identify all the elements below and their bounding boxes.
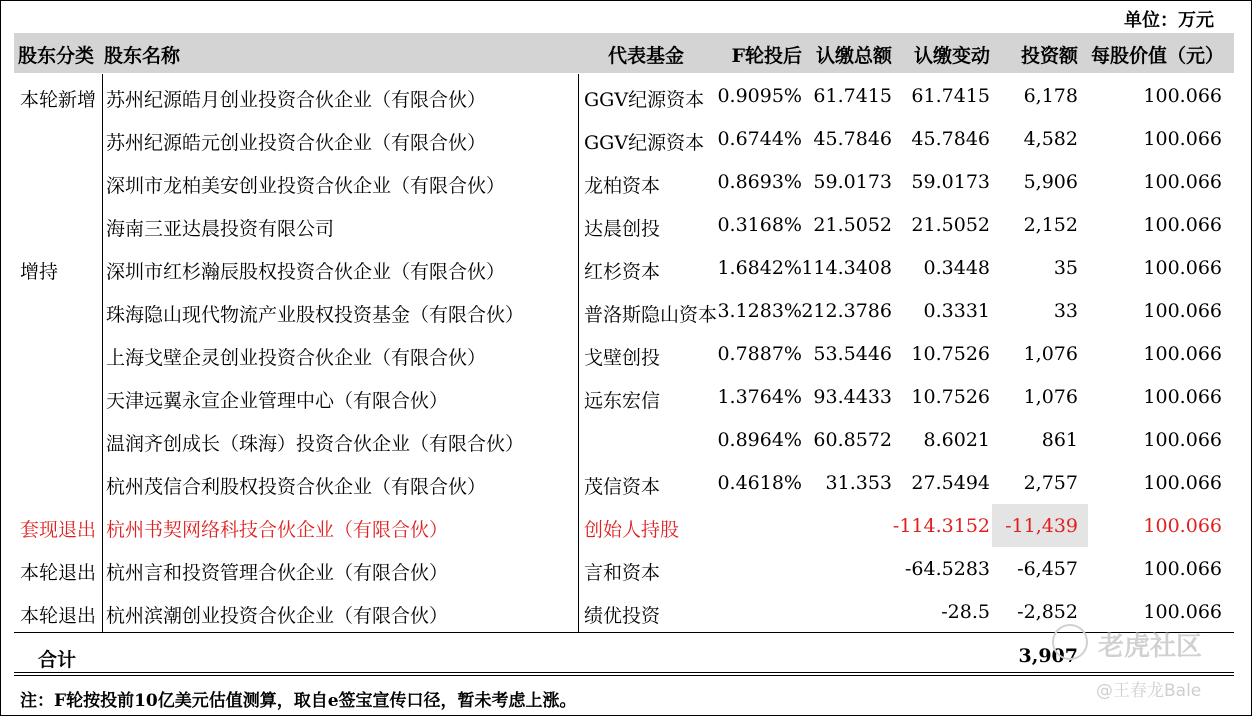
cell-name: 杭州言和投资管理合伙企业（有限合伙） — [106, 562, 449, 584]
cell-change: 21.5052 — [911, 214, 990, 236]
cell-per-share: 100.066 — [1143, 429, 1222, 451]
cell-subscribed: 60.8572 — [813, 429, 892, 451]
cell-post-ratio: 0.6744% — [717, 128, 802, 150]
total-label: 合计 — [38, 649, 77, 671]
cell-subscribed: 45.7846 — [813, 128, 892, 150]
tiger-community-logo-icon — [1052, 624, 1088, 660]
table-row — [14, 418, 1234, 461]
cell-change: 45.7846 — [911, 128, 990, 150]
cell-category: 增持 — [20, 261, 59, 283]
cell-investment: -11,439 — [1005, 515, 1078, 537]
cell-change: 59.0173 — [911, 171, 990, 193]
cell-name: 温润齐创成长（珠海）投资合伙企业（有限合伙） — [106, 433, 525, 455]
cell-name: 杭州茂信合利股权投资合伙企业（有限合伙） — [106, 476, 487, 498]
table-row — [14, 332, 1234, 375]
cell-per-share: 100.066 — [1143, 472, 1222, 494]
total-row — [14, 636, 1234, 676]
cell-per-share: 100.066 — [1143, 128, 1222, 150]
header-investment: 投资额 — [1020, 45, 1078, 67]
table-row — [14, 504, 1234, 547]
table-row — [14, 289, 1234, 332]
header-change: 认缴变动 — [913, 45, 990, 67]
cell-per-share: 100.066 — [1143, 343, 1222, 365]
unit-label: 单位：万元 — [1124, 10, 1214, 31]
table-row — [14, 375, 1234, 418]
cell-subscribed: 61.7415 — [813, 85, 892, 107]
cell-subscribed: 53.5446 — [813, 343, 892, 365]
cell-subscribed: 114.3408 — [801, 257, 892, 279]
cell-fund: 普洛斯隐山资本 — [584, 304, 718, 326]
header-fund: 代表基金 — [608, 45, 685, 67]
total-investment: 3,907 — [1018, 645, 1078, 667]
cell-fund: 红杉资本 — [584, 261, 661, 283]
cell-post-ratio: 1.3764% — [717, 386, 802, 408]
cell-fund: 达晨创投 — [584, 218, 661, 240]
cell-change: 8.6021 — [923, 429, 990, 451]
cell-change: 10.7526 — [911, 386, 990, 408]
cell-post-ratio: 0.8964% — [717, 429, 802, 451]
cell-name: 珠海隐山现代物流产业股权投资基金（有限合伙） — [106, 304, 525, 326]
cell-investment: 5,906 — [1023, 171, 1078, 193]
cell-change: -114.3152 — [892, 515, 990, 537]
table-body — [14, 74, 1234, 633]
cell-investment: -2,852 — [1017, 601, 1078, 623]
table-row — [14, 590, 1234, 633]
cell-category: 本轮退出 — [20, 605, 97, 627]
cell-name: 苏州纪源皓月创业投资合伙企业（有限合伙） — [106, 89, 487, 111]
cell-per-share: 100.066 — [1143, 300, 1222, 322]
table-row — [14, 547, 1234, 590]
table-bottom-rule — [14, 632, 1234, 633]
cell-subscribed: 93.4433 — [813, 386, 892, 408]
table-row — [14, 74, 1234, 117]
header-name: 股东名称 — [104, 45, 181, 67]
cell-investment: 2,152 — [1023, 214, 1078, 236]
header-category: 股东分类 — [18, 45, 95, 67]
cell-post-ratio: 3.1283% — [717, 300, 802, 322]
cell-per-share: 100.066 — [1143, 214, 1222, 236]
cell-investment: 35 — [1053, 257, 1078, 279]
header-per-share: 每股价值（元） — [1090, 45, 1224, 67]
table-row — [14, 160, 1234, 203]
header-post-ratio: F轮投后 — [731, 45, 802, 67]
watermark-title: 老虎社区 — [1098, 632, 1203, 662]
header-subscribed: 认缴总额 — [815, 45, 892, 67]
column-divider — [578, 74, 579, 632]
cell-subscribed: 21.5052 — [813, 214, 892, 236]
cell-name: 上海戈壁企灵创业投资合伙企业（有限合伙） — [106, 347, 487, 369]
table-row — [14, 203, 1234, 246]
cell-fund: 远东宏信 — [584, 390, 661, 412]
cell-name: 深圳市龙柏美安创业投资合伙企业（有限合伙） — [106, 175, 506, 197]
table-header — [14, 33, 1234, 73]
cell-investment: 33 — [1053, 300, 1078, 322]
cell-name: 天津远翼永宣企业管理中心（有限合伙） — [106, 390, 449, 412]
cell-investment: 2,757 — [1023, 472, 1078, 494]
cell-per-share: 100.066 — [1143, 85, 1222, 107]
cell-investment: 4,582 — [1023, 128, 1078, 150]
cell-subscribed: 212.3786 — [801, 300, 892, 322]
cell-category: 套现退出 — [20, 519, 97, 541]
cell-fund: 龙柏资本 — [584, 175, 661, 197]
cell-change: 0.3448 — [923, 257, 990, 279]
cell-fund: 言和资本 — [584, 562, 661, 584]
table-row — [14, 461, 1234, 504]
cell-subscribed: 31.353 — [825, 472, 892, 494]
column-divider — [102, 74, 103, 632]
cell-post-ratio: 0.9095% — [717, 85, 802, 107]
cell-per-share: 100.066 — [1143, 257, 1222, 279]
table-row — [14, 246, 1234, 289]
cell-post-ratio: 0.8693% — [717, 171, 802, 193]
cell-post-ratio: 0.7887% — [717, 343, 802, 365]
cell-name: 深圳市红杉瀚辰股权投资合伙企业（有限合伙） — [106, 261, 506, 283]
cell-investment: 1,076 — [1023, 386, 1078, 408]
cell-per-share: 100.066 — [1143, 558, 1222, 580]
cell-investment: 861 — [1041, 429, 1078, 451]
cell-investment: 6,178 — [1023, 85, 1078, 107]
cell-per-share: 100.066 — [1143, 601, 1222, 623]
cell-name: 苏州纪源皓元创业投资合伙企业（有限合伙） — [106, 132, 487, 154]
cell-category: 本轮退出 — [20, 562, 97, 584]
cell-name: 杭州滨潮创业投资合伙企业（有限合伙） — [106, 605, 449, 627]
cell-change: 0.3331 — [923, 300, 990, 322]
cell-post-ratio: 0.4618% — [717, 472, 802, 494]
cell-fund: GGV纪源资本 — [584, 89, 705, 111]
cell-fund: 戈壁创投 — [584, 347, 661, 369]
cell-change: 27.5494 — [911, 472, 990, 494]
cell-fund: 创始人持股 — [584, 519, 680, 541]
cell-change: 10.7526 — [911, 343, 990, 365]
cell-change: -28.5 — [941, 601, 990, 623]
cell-investment: -6,457 — [1017, 558, 1078, 580]
watermark-user: @王春龙Bale — [1096, 681, 1202, 701]
cell-change: 61.7415 — [911, 85, 990, 107]
cell-post-ratio: 1.6842% — [717, 257, 802, 279]
table-row — [14, 117, 1234, 160]
cell-category: 本轮新增 — [20, 89, 97, 111]
cell-fund: 绩优投资 — [584, 605, 661, 627]
cell-post-ratio: 0.3168% — [717, 214, 802, 236]
cell-fund: 茂信资本 — [584, 476, 661, 498]
cell-name: 杭州书契网络科技合伙企业（有限合伙） — [106, 519, 449, 541]
cell-investment: 1,076 — [1023, 343, 1078, 365]
footnote: 注：F轮按投前10亿美元估值测算，取自e签宝宣传口径，暂未考虑上涨。 — [20, 691, 577, 711]
cell-per-share: 100.066 — [1143, 386, 1222, 408]
cell-fund: GGV纪源资本 — [584, 132, 705, 154]
cell-per-share: 100.066 — [1143, 171, 1222, 193]
cell-subscribed: 59.0173 — [813, 171, 892, 193]
cell-name: 海南三亚达晨投资有限公司 — [106, 218, 335, 240]
cell-change: -64.5283 — [905, 558, 990, 580]
cell-per-share: 100.066 — [1143, 515, 1222, 537]
